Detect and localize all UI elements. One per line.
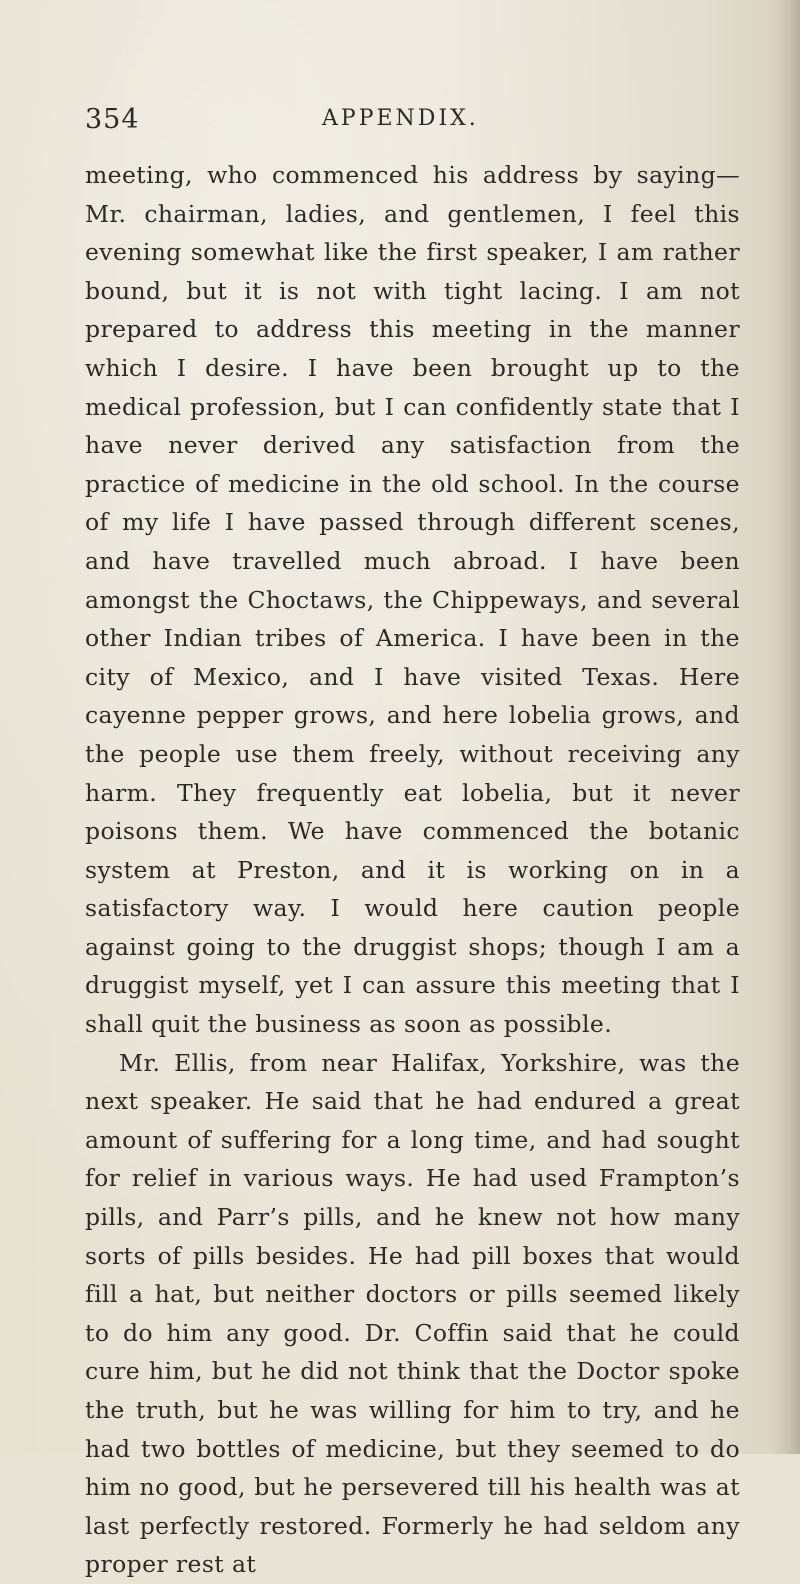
paragraph-speech-continuation: meeting, who commenced his address by saying—Mr. chairman, ladies, and gentlemen, I feel this evening somewhat like the first speaker, I am rather bound, but it is not with tight lacing. I am not prepared to address this meeting in the manner which I desire. I have been brought up to the medical profession, but I can confidently state that I have never derived any satisfaction from the practice of medicine in the old school. In the course of my life I have passed through different scenes, and have travelled much abroad. I have been amongst the Choctaws, the Chippeways, and several other Indian tribes of America. I have been in the city of Mexico, and I have visited Texas. Here cayenne pepper grows, and here lobelia grows, and the people use them freely, without receiving any harm. They frequently eat lobelia, but it never poisons them. We have commenced the botanic system at Preston, and it is working on in a satisfactory way. I would here caution people against going to the druggist shops; though I am a druggist myself, yet I can assure this meeting that I shall quit the business as soon as possible. — [85, 161, 740, 1039]
page-header — [85, 104, 725, 140]
body-text — [85, 156, 740, 1584]
page-number: 354 — [85, 104, 140, 135]
page-edge-shadow — [772, 0, 800, 1454]
paragraph-mr-ellis: Mr. Ellis, from near Halifax, Yorkshire, was the next speaker. He said that he had endured a great amount of suffering for a long time, and had sought for relief in various ways. He had used Frampton’s pills, and Parr’s pills, and he knew not how many sorts of pills besides. He had pill boxes that would fill a hat, but neither doctors or pills seemed likely to do him any good. Dr. Coffin said that he could cure him, but he did not think that the Doctor spoke the truth, but he was willing for him to try, and he had two bottles of medicine, but they seemed to do him no good, but he persevered till his health was at last perfectly restored. Formerly he had seldom any proper rest at — [85, 1048, 740, 1579]
running-head: APPENDIX. — [322, 106, 479, 131]
